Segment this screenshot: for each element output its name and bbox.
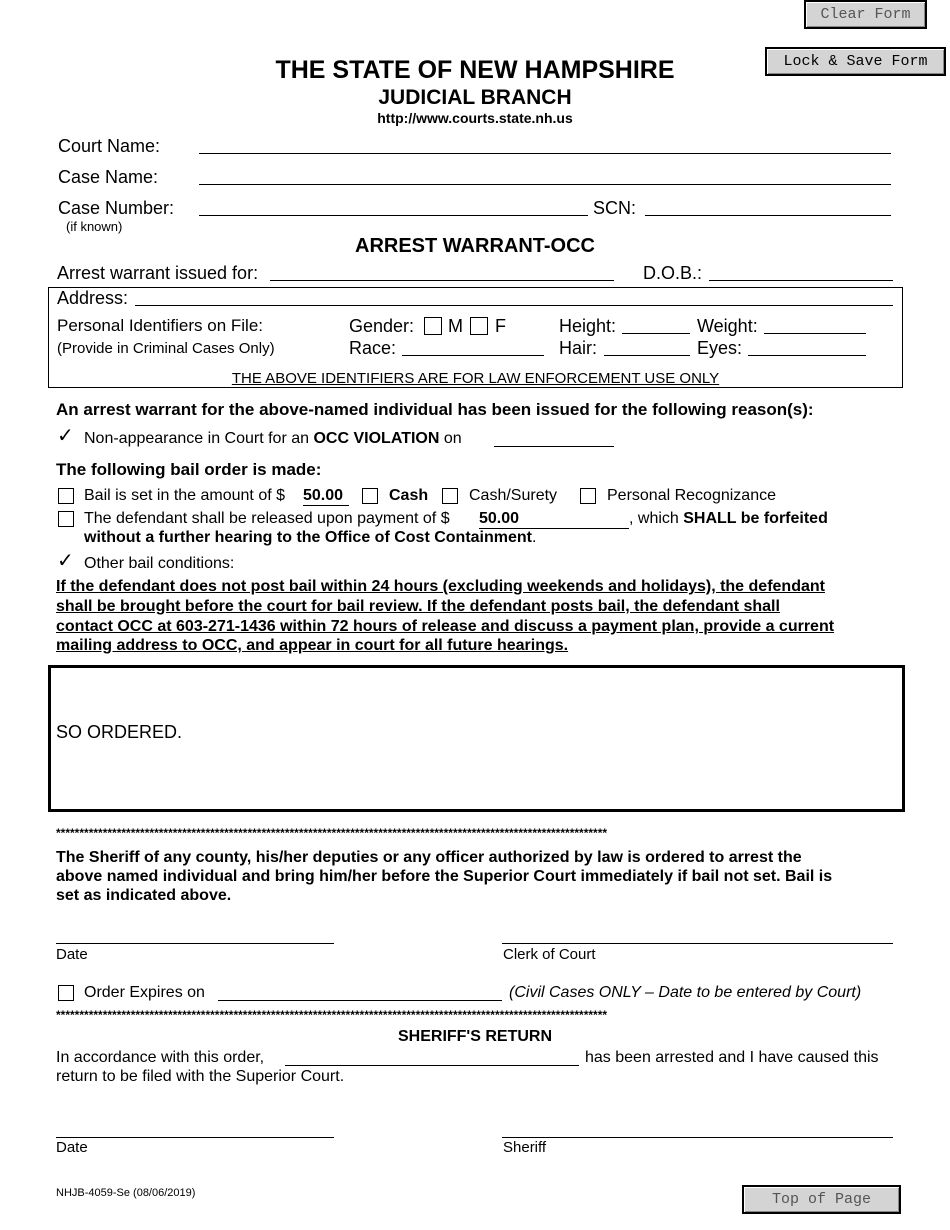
- reasons-heading: An arrest warrant for the above-named individual has been issued for the following reason(s):: [56, 400, 814, 419]
- if-known-note: (if known): [66, 219, 123, 234]
- order-expires-checkbox[interactable]: [58, 985, 74, 1001]
- conditions-line-2: shall be brought before the court for bail review. If the defendant posts bail, the defendant shall: [56, 598, 780, 615]
- issued-for-label: Arrest warrant issued for:: [57, 263, 259, 283]
- identifiers-label: Personal Identifiers on File:: [57, 316, 263, 335]
- case-name-field[interactable]: [199, 184, 891, 185]
- other-conditions-label: Other bail conditions:: [84, 555, 235, 572]
- conditions-line-3: contact OCC at 603-271-1436 within 72 hours of release and discuss a payment plan, provide a current: [56, 618, 835, 635]
- dob-label: D.O.B.:: [643, 263, 703, 283]
- scn-label: SCN:: [593, 198, 637, 218]
- race-label: Race:: [349, 338, 397, 358]
- top-of-page-button[interactable]: Top of Page: [742, 1185, 901, 1214]
- so-ordered-text: SO ORDERED.: [56, 722, 183, 742]
- return-text-post: has been arrested and I have caused this: [585, 1049, 879, 1066]
- order-expires-label: Order Expires on: [84, 984, 205, 1001]
- release-payment-checkbox[interactable]: [58, 511, 74, 527]
- conditions-line-4: mailing address to OCC, and appear in court for all future hearings.: [56, 637, 569, 654]
- order-date-field[interactable]: [56, 943, 334, 944]
- personal-recognizance-checkbox[interactable]: [580, 488, 596, 504]
- clerk-label: Clerk of Court: [503, 946, 596, 963]
- height-label: Height:: [559, 316, 617, 336]
- cash-label: Cash: [389, 487, 429, 504]
- bail-amount-field[interactable]: 50.00: [303, 487, 349, 506]
- form-title: ARREST WARRANT-OCC: [355, 235, 595, 257]
- clerk-signature-field[interactable]: [502, 943, 893, 944]
- gender-label: Gender:: [349, 316, 415, 336]
- order-date-label: Date: [56, 946, 88, 963]
- separator-stars-2: **********************************************************************************************************************: [56, 1008, 608, 1022]
- eyes-field[interactable]: [748, 355, 866, 356]
- return-date-field[interactable]: [56, 1137, 334, 1138]
- weight-field[interactable]: [764, 333, 866, 334]
- order-expires-field[interactable]: [218, 1000, 502, 1001]
- release-forfeit-text-2: without a further hearing to the Office of Cost Containment.: [84, 529, 537, 546]
- address-label: Address:: [57, 288, 129, 308]
- gender-f-label: F: [495, 316, 506, 336]
- sheriff-order-line-1: The Sheriff of any county, his/her deputies or any officer authorized by law is ordered to arrest the: [56, 849, 802, 866]
- return-text-line-2: return to be filed with the Superior Court.: [56, 1068, 345, 1085]
- issued-for-field[interactable]: [270, 280, 614, 281]
- gender-m-checkbox[interactable]: [424, 317, 442, 335]
- branch-title: JUDICIAL BRANCH: [378, 86, 572, 109]
- weight-label: Weight:: [697, 316, 758, 336]
- return-date-label: Date: [56, 1139, 88, 1156]
- dob-field[interactable]: [709, 280, 893, 281]
- bail-set-label: Bail is set in the amount of $: [84, 487, 285, 504]
- form-id: NHJB-4059-Se (08/06/2019): [56, 1187, 196, 1199]
- release-payment-label: The defendant shall be released upon payment of $: [84, 510, 450, 527]
- sheriff-label: Sheriff: [503, 1139, 547, 1156]
- court-name-field[interactable]: [199, 153, 891, 154]
- race-field[interactable]: [402, 355, 544, 356]
- case-number-label: Case Number:: [58, 198, 175, 218]
- identifiers-note: (Provide in Criminal Cases Only): [57, 340, 275, 357]
- sheriff-return-heading: SHERIFF'S RETURN: [397, 1028, 553, 1045]
- cash-checkbox[interactable]: [362, 488, 378, 504]
- law-enforcement-note: THE ABOVE IDENTIFIERS ARE FOR LAW ENFORCEMENT USE ONLY: [231, 370, 720, 387]
- separator-stars-1: **********************************************************************************************************************: [56, 826, 608, 840]
- release-amount-field[interactable]: 50.00: [479, 510, 629, 529]
- sheriff-order-line-3: set as indicated above.: [56, 887, 232, 904]
- sheriff-order-line-2: above named individual and bring him/her before the Superior Court immediately if bail not set. Bail is: [56, 868, 833, 885]
- clear-form-button[interactable]: Clear Form: [804, 0, 927, 29]
- eyes-label: Eyes:: [697, 338, 743, 358]
- return-text-pre: In accordance with this order,: [56, 1049, 265, 1066]
- cash-surety-label: Cash/Surety: [469, 487, 558, 504]
- bail-set-checkbox[interactable]: [58, 488, 74, 504]
- lock-save-form-button[interactable]: Lock & Save Form: [765, 47, 946, 76]
- conditions-line-1: If the defendant does not post bail within 24 hours (excluding weekends and holidays), the defendant: [56, 578, 825, 595]
- cash-surety-checkbox[interactable]: [442, 488, 458, 504]
- release-forfeit-text: , which SHALL be forfeited: [629, 510, 828, 527]
- order-expires-note: (Civil Cases ONLY – Date to be entered by Court): [509, 984, 862, 1001]
- personal-recognizance-label: Personal Recognizance: [607, 487, 776, 504]
- scn-field[interactable]: [645, 215, 891, 216]
- state-title: THE STATE OF NEW HAMPSHIRE: [275, 56, 675, 84]
- address-field[interactable]: [135, 305, 893, 306]
- nonappearance-check-icon[interactable]: ✓: [57, 425, 74, 447]
- bail-heading: The following bail order is made:: [56, 460, 322, 479]
- court-name-label: Court Name:: [58, 136, 161, 156]
- hair-field[interactable]: [604, 355, 690, 356]
- nonappearance-date-field[interactable]: [494, 446, 614, 447]
- sheriff-signature-field[interactable]: [502, 1137, 893, 1138]
- other-conditions-check-icon[interactable]: ✓: [57, 550, 74, 572]
- case-number-field[interactable]: [199, 215, 588, 216]
- gender-f-checkbox[interactable]: [470, 317, 488, 335]
- court-url[interactable]: http://www.courts.state.nh.us: [377, 110, 573, 126]
- nonappearance-text: Non-appearance in Court for an OCC VIOLATION on: [84, 430, 462, 447]
- gender-m-label: M: [448, 316, 463, 336]
- arrested-name-field[interactable]: [285, 1065, 579, 1066]
- hair-label: Hair:: [559, 338, 598, 358]
- case-name-label: Case Name:: [58, 167, 159, 187]
- height-field[interactable]: [622, 333, 690, 334]
